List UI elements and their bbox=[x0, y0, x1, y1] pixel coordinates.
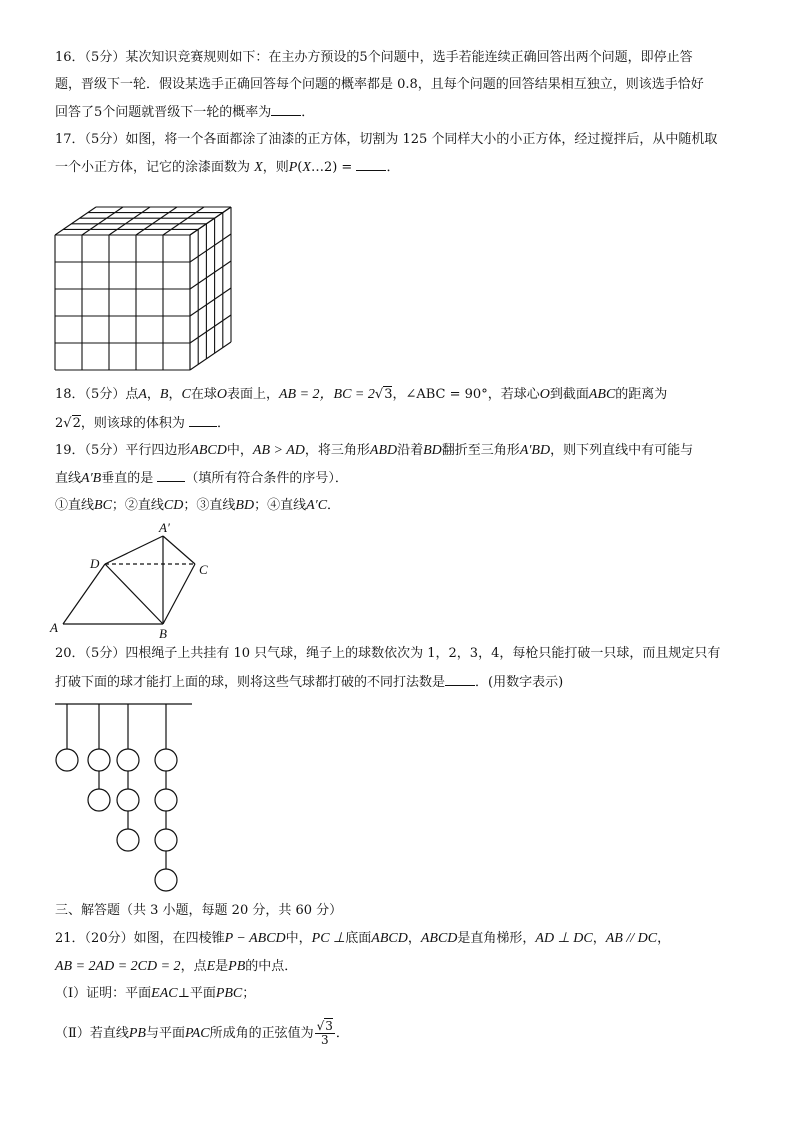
q19-line-1: 19．（5分）平行四边形ABCD中，AB > AD，将三角形ABD沿着BD翻折至三角形A′BD，则下列直线中有可能与 bbox=[55, 443, 694, 458]
section-3-heading: 三、解答题（共 3 小题，每题 20 分，共 60 分） bbox=[55, 903, 343, 918]
q18-line-2: 2√2，则该球的体积为 ． bbox=[55, 416, 231, 431]
q21-part-1: （Ⅰ）证明：平面EAC⊥平面PBC； bbox=[55, 986, 256, 1001]
q19-options: ①直线BC；②直线CD；③直线BD；④直线A′C． bbox=[55, 498, 341, 513]
label-b: B bbox=[159, 626, 167, 641]
q21-part-2: （Ⅱ）若直线PB与平面PAC所成角的正弦值为 $\frac{√3}{3}$ ． bbox=[55, 1019, 349, 1047]
cube-top-depth-line bbox=[82, 207, 123, 235]
edge-ad bbox=[63, 564, 105, 624]
cube-side-depth-line bbox=[190, 288, 231, 316]
cube-side-depth-line bbox=[190, 261, 231, 289]
cube-top-depth-line bbox=[109, 207, 150, 235]
balloon bbox=[155, 789, 177, 811]
edge-bc bbox=[163, 564, 195, 624]
q17-line-1: 17．（5分）如图，将一个各面都涂了油漆的正方体，切割为 125 个同样大小的小正方体，经过搅拌后，从中随机取 bbox=[55, 132, 718, 147]
label-a: A bbox=[50, 620, 58, 635]
label-d: D bbox=[90, 556, 100, 571]
balloon bbox=[155, 829, 177, 851]
answer-blank-17 bbox=[356, 158, 386, 171]
balloon bbox=[56, 749, 78, 771]
q18-line-1: 18．（5分）点A，B，C在球O表面上，AB = 2，BC = 2√3，∠ABC = 90°，若球心O到截面ABC的距离为 bbox=[55, 387, 668, 402]
label-c: C bbox=[199, 562, 208, 577]
q19-line-2: 直线A′B垂直的是 （填所有符合条件的序号）． bbox=[55, 471, 348, 486]
balloon bbox=[117, 789, 139, 811]
cube-side-depth-line bbox=[190, 234, 231, 262]
balloon bbox=[117, 749, 139, 771]
cube-top-depth-line bbox=[55, 207, 96, 235]
balloon bbox=[88, 789, 110, 811]
q20-line-2: 打破下面的球才能打上面的球，则将这些气球都打破的不同打法数是 ．(用数字表示) bbox=[55, 675, 564, 690]
balloon bbox=[155, 869, 177, 891]
balloon bbox=[155, 749, 177, 771]
balloon bbox=[117, 829, 139, 851]
answer-blank-19 bbox=[157, 469, 185, 482]
edge-db bbox=[105, 564, 163, 624]
cube-top-depth-line bbox=[136, 207, 177, 235]
sine-fraction: $\frac{√3}{3}$ bbox=[316, 1019, 333, 1047]
q20-line-1: 20．（5分）四根绳子上共挂有 10 只气球，绳子上的球数依次为 1，2，3，4，每枪只能打破一只球，而且规定只有 bbox=[55, 646, 721, 661]
cube-side-depth-line bbox=[190, 207, 231, 235]
cube-figure bbox=[50, 190, 240, 375]
edge-da-prime bbox=[105, 536, 163, 564]
balloon bbox=[88, 749, 110, 771]
q16-line-1: 16．（5分）某次知识竞赛规则如下：在主办方预设的5个问题中，选手若能连续正确回答出两个问题，即停止答 bbox=[55, 50, 693, 65]
cube-side-depth-line bbox=[190, 315, 231, 343]
cube-side-depth-line bbox=[190, 342, 231, 370]
label-a-prime: A′ bbox=[159, 520, 170, 535]
q16-line-3: 回答了5个问题就晋级下一轮的概率为 ． bbox=[55, 105, 315, 120]
answer-blank-18 bbox=[189, 414, 217, 427]
balloons-figure bbox=[50, 700, 200, 895]
q16-line-2: 题，晋级下一轮．假设某选手正确回答每个问题的概率都是 0.8，且每个问题的回答结果相互独立，则该选手恰好 bbox=[55, 77, 704, 92]
parallelogram-fold-figure bbox=[45, 522, 225, 642]
q17-line-2: 一个小正方体，记它的涂漆面数为 X，则P(X…2) = ． bbox=[55, 160, 400, 175]
edge-a-prime-c bbox=[163, 536, 195, 564]
q21-line-2: AB = 2AD = 2CD = 2，点E是PB的中点． bbox=[55, 959, 298, 974]
q21-line-1: 21．（20分）如图，在四棱锥P − ABCD中，PC ⊥底面ABCD，ABCD是直角梯形，AD ⊥ DC，AB // DC， bbox=[55, 931, 671, 946]
answer-blank-16 bbox=[271, 103, 301, 116]
answer-blank-20 bbox=[445, 673, 475, 686]
